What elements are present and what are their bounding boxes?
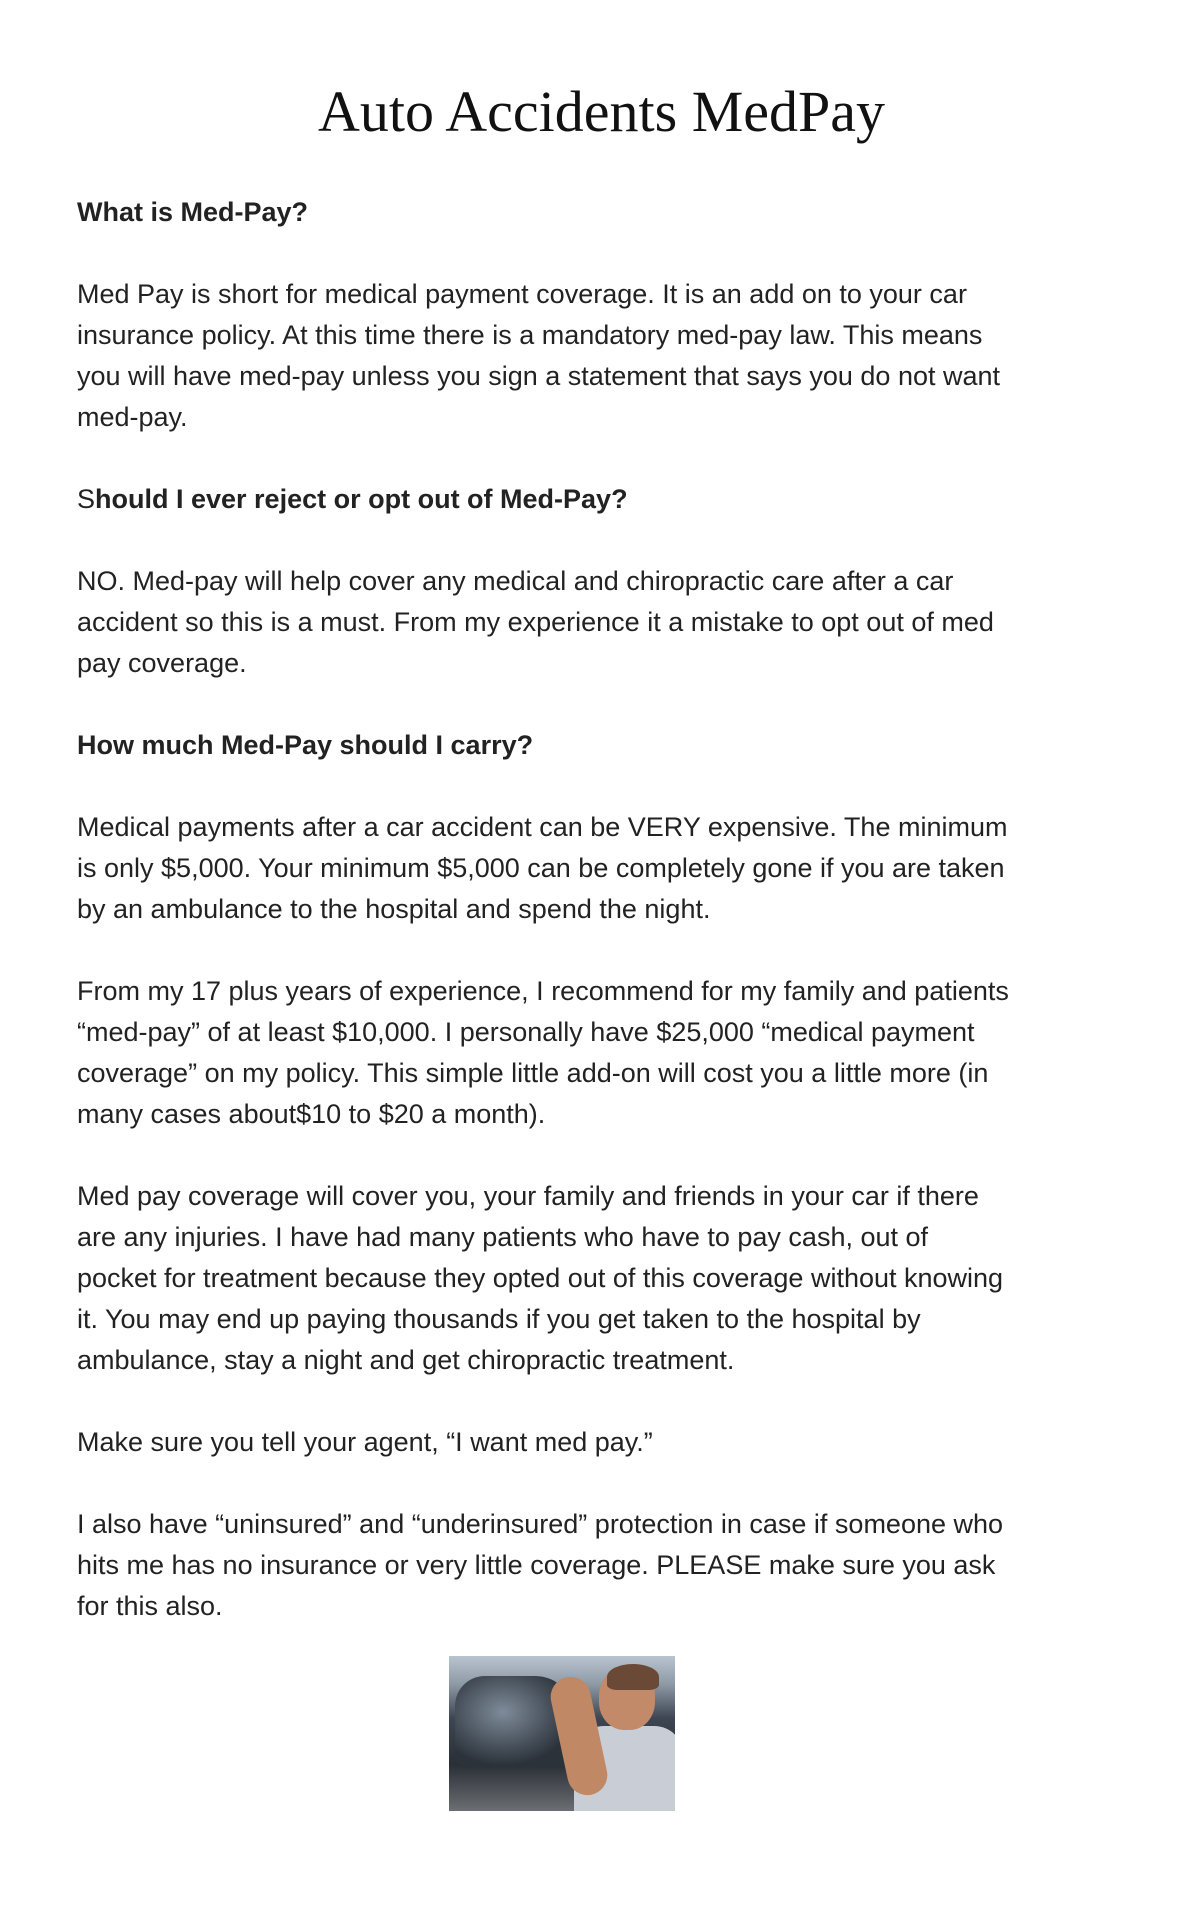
paragraph-line: for this also. (77, 1591, 223, 1621)
paragraph-line: pay coverage. (77, 648, 247, 678)
paragraph-line: are any injuries. I have had many patients who have to pay cash, out of (77, 1222, 929, 1252)
paragraph (77, 807, 1137, 930)
paragraph-line: “med-pay” of at least $10,000. I personally have $25,000 “medical payment (77, 1017, 975, 1047)
paragraph-line: hits me has no insurance or very little coverage. PLEASE make sure you ask (77, 1550, 996, 1580)
paragraph-line: Medical payments after a car accident can be VERY expensive. The minimum (77, 812, 1008, 842)
paragraph-line: med-pay. (77, 402, 188, 432)
paragraph-line: Make sure you tell your agent, “I want med pay.” (77, 1427, 653, 1457)
paragraph (77, 1504, 1137, 1627)
paragraph-line: Med Pay is short for medical payment coverage. It is an add on to your car (77, 279, 967, 309)
heading-text: ow much Med-Pay should I carry? (96, 730, 534, 760)
section-heading (77, 192, 1137, 233)
paragraph-line: NO. Med-pay will help cover any medical and chiropractic care after a car (77, 566, 954, 596)
man-hair-shape (607, 1664, 659, 1690)
car-accident-photo (449, 1656, 675, 1811)
paragraph-line: coverage” on my policy. This simple little add-on will cost you a little more (in (77, 1058, 989, 1088)
paragraph-line: accident so this is a must. From my experience it a mistake to opt out of med (77, 607, 994, 637)
paragraph-line: Med pay coverage will cover you, your family and friends in your car if there (77, 1181, 979, 1211)
heading-first-letter: W (77, 197, 103, 227)
paragraph-line: ambulance, stay a night and get chiropractic treatment. (77, 1345, 735, 1375)
paragraph (77, 1422, 1137, 1463)
paragraph-line: many cases about$10 to $20 a month). (77, 1099, 546, 1129)
section-heading (77, 725, 1137, 766)
paragraph-line: From my 17 plus years of experience, I recommend for my family and patients (77, 976, 1009, 1006)
section-heading (77, 479, 1137, 520)
paragraph-line: insurance policy. At this time there is a mandatory med-pay law. This means (77, 320, 983, 350)
paragraph-line: you will have med-pay unless you sign a statement that says you do not want (77, 361, 1001, 391)
heading-first-letter: S (77, 484, 96, 514)
page-title: Auto Accidents MedPay (317, 79, 886, 144)
paragraph-line: is only $5,000. Your minimum $5,000 can be completely gone if you are taken (77, 853, 1005, 883)
heading-text: hould I ever reject or opt out of Med-Pay? (95, 484, 628, 514)
paragraph (77, 1176, 1137, 1381)
paragraph-line: by an ambulance to the hospital and spend the night. (77, 894, 711, 924)
paragraph-line: I also have “uninsured” and “underinsured” protection in case if someone who (77, 1509, 1004, 1539)
paragraph-line: it. You may end up paying thousands if you get taken to the hospital by (77, 1304, 921, 1334)
article-body (77, 192, 1137, 1668)
paragraph (77, 274, 1137, 438)
paragraph (77, 561, 1137, 684)
heading-text: hat is Med-Pay? (102, 197, 309, 227)
paragraph (77, 971, 1137, 1135)
heading-first-letter: H (77, 730, 97, 760)
paragraph-line: pocket for treatment because they opted out of this coverage without knowing (77, 1263, 1004, 1293)
